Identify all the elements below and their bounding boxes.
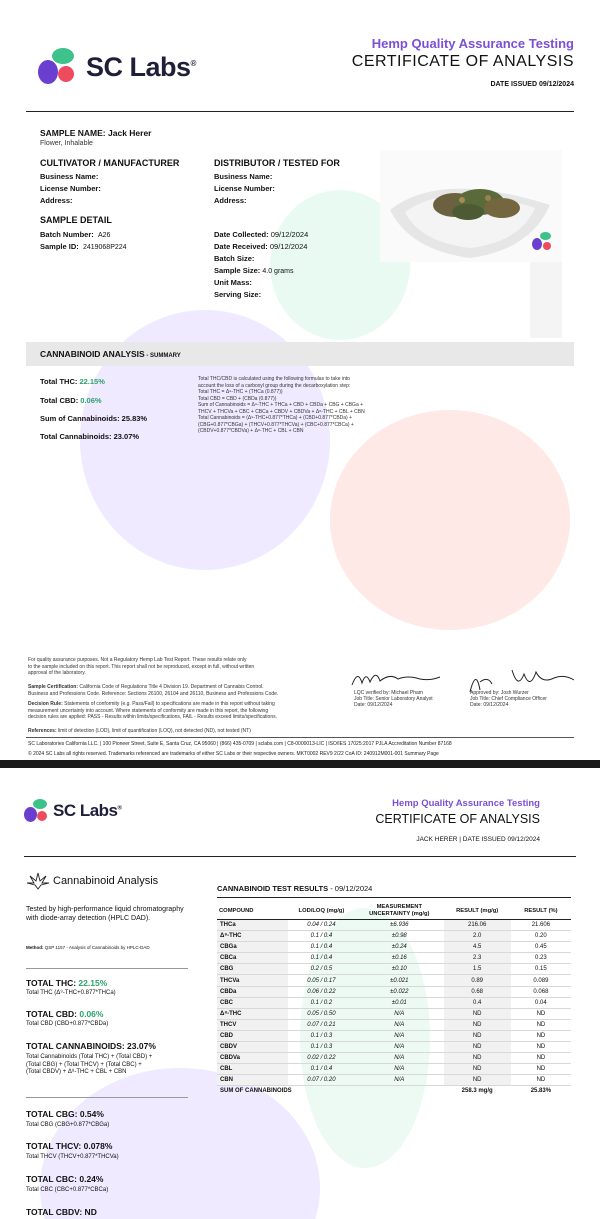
table-cell: 21.606: [511, 920, 571, 931]
formula-line: Sum of Cannabinoids = Δ⁹-THC + THCa + CBD + CBDa + CBG + CBGa +: [198, 402, 364, 408]
decision-rule: Decision Rule: Statements of conformity (e.g. Pass/Fail) to specifications are made in this report without taking measurement uncertainty into account. Where statements of conformity are made in this report, the following decision rules are applied: PASS - Results within limits/specifications, FAIL - Results exceed limits/specifications.: [28, 701, 277, 720]
cannabinoids-formula-line: (Total CBDV) + Δ⁸-THC + CBL + CBN: [26, 1069, 127, 1075]
total-cbg-formula: Total CBG (CBG+0.877*CBGa): [26, 1122, 110, 1128]
bg-blob-red: [330, 410, 570, 630]
table-cell: 0.068: [511, 986, 571, 997]
table-cell: 0.07 / 0.20: [288, 1075, 355, 1086]
total-cbd-label: TOTAL CBD: 0.06%: [26, 1009, 104, 1019]
table-cell: 0.1 / 0.4: [288, 942, 355, 953]
total-cannabinoids-label: TOTAL CANNABINOIDS: 23.07%: [26, 1041, 156, 1051]
table-cell: THCV: [217, 1019, 288, 1030]
formula-line: Total THC = Δ⁹-THC + (THCa (0.877)): [198, 389, 283, 395]
table-cell: N/A: [355, 1019, 444, 1030]
cultivator-heading: CULTIVATOR / MANUFACTURER: [40, 158, 180, 168]
table-cell: 0.04 / 0.24: [288, 920, 355, 931]
sc-labs-mini-logo-icon: [532, 232, 554, 254]
table-header-row: [217, 903, 571, 920]
table-cell: ND: [444, 1008, 511, 1019]
total-thc-summary: Total THC: 22.15%: [40, 377, 105, 386]
date-received: Date Received: 09/12/2024: [214, 242, 308, 251]
table-cell: ND: [444, 1064, 511, 1075]
header-divider: [26, 111, 574, 112]
table-cell: CBDV: [217, 1042, 288, 1053]
table-cell: 0.23: [511, 953, 571, 964]
left-divider-1: [26, 968, 188, 969]
table-row: [217, 1042, 571, 1053]
table-cell: ND: [444, 1019, 511, 1030]
table-cell: ND: [511, 1042, 571, 1053]
table-cell: ±0.16: [355, 953, 444, 964]
sample-size: Sample Size: 4.0 grams: [214, 266, 294, 275]
column-header: RESULT (mg/g): [444, 903, 511, 920]
table-row: [217, 942, 571, 953]
decision-line: Statements of conformity (e.g. Pass/Fail) to specifications are made in this report without taking: [62, 701, 275, 707]
table-row: [217, 975, 571, 986]
brand-name-2: SC Labs®: [53, 801, 122, 820]
total-cannabinoids-summary: Total Cannabinoids: 23.07%: [40, 432, 140, 441]
total-thcv-label: TOTAL THCV: 0.078%: [26, 1141, 113, 1151]
table-cell: 0.089: [511, 975, 571, 986]
certification-line: California Code of Regulations Title 4 Division 19. Department of Cannabis Control.: [78, 684, 264, 690]
sum-label: SUM OF CANNABINOIDS: [217, 1086, 444, 1097]
cultivator-license-number: License Number:: [40, 184, 101, 193]
table-cell: 0.07 / 0.21: [288, 1019, 355, 1030]
table-cell: 0.20: [511, 931, 571, 942]
table-cell: N/A: [355, 1042, 444, 1053]
table-cell: CBCa: [217, 953, 288, 964]
column-header: RESULT (%): [511, 903, 571, 920]
total-cbd-formula: Total CBD (CBD+0.877*CBDa): [26, 1021, 109, 1027]
table-cell: 0.06 / 0.22: [288, 986, 355, 997]
table-cell: ±0.01: [355, 997, 444, 1008]
report-title: CERTIFICATE OF ANALYSIS: [351, 53, 574, 70]
table-row: [217, 1053, 571, 1064]
distributor-address: Address:: [214, 196, 247, 205]
footer-copyright: © 2024 SC Labs all rights reserved. Trademarks referenced are trademarks of either SC Labs or their respective owners. MKT0002 REV9 2/22 CoA ID: 240912M001-001 Summary Page: [28, 751, 439, 757]
table-cell: 0.4: [444, 997, 511, 1008]
serving-size: Serving Size:: [214, 290, 262, 299]
unit-mass: Unit Mass:: [214, 278, 252, 287]
formula-line: (CBG+0.877*CBGa) + (THCV+0.877*THCVa) + (CBC+0.877*CBCa) +: [198, 421, 354, 428]
signer-2-verified: Approved by: Josh Wurzer: [470, 690, 529, 696]
sample-type: Flower, Inhalable: [40, 140, 93, 147]
table-cell: ND: [511, 1075, 571, 1086]
table-cell: 216.06: [444, 920, 511, 931]
sample-detail-heading: SAMPLE DETAIL: [40, 215, 112, 225]
formula-line: THCV + THCVa + CBC + CBCa + CBDV + CBDVa + Δ⁸-THC + CBL + CBN: [198, 408, 365, 415]
table-row: [217, 1075, 571, 1086]
table-cell: 0.1 / 0.4: [288, 1064, 355, 1075]
sample-id: Sample ID: 2419068P224: [40, 242, 127, 251]
table-cell: 0.1 / 0.3: [288, 1030, 355, 1041]
table-cell: CBGa: [217, 942, 288, 953]
photo-placeholder-box: [530, 262, 562, 338]
table-cell: 0.1 / 0.4: [288, 953, 355, 964]
table-cell: CBDVa: [217, 1053, 288, 1064]
table-cell: ±0.022: [355, 986, 444, 997]
total-cbc-label: TOTAL CBC: 0.24%: [26, 1174, 104, 1184]
sum-value: 258.3 mg/g: [444, 1086, 511, 1097]
report-title-2: CERTIFICATE OF ANALYSIS: [375, 812, 540, 826]
cannabinoid-analysis-title: Cannabinoid Analysis: [53, 875, 159, 887]
sample-date-info: JACK HERER | DATE ISSUED 09/12/2024: [416, 836, 540, 843]
table-cell: THCVa: [217, 975, 288, 986]
formula-line: account the loss of a carboxyl group during the decarboxylation step:: [198, 382, 351, 389]
cannabinoids-formula-line: (Total CBG) + (Total THCV) + (Total CBC) +: [26, 1061, 142, 1068]
formula-line: (CBDV+0.877*CBDVa) + Δ⁸-THC + CBL + CBN: [198, 428, 304, 434]
sum-row: [217, 1086, 571, 1097]
total-cbc-formula: Total CBC (CBC+0.877*CBCa): [26, 1187, 109, 1193]
coa-cannabinoid-page: [0, 768, 600, 1219]
table-cell: CBL: [217, 1064, 288, 1075]
table-cell: 0.1 / 0.3: [288, 1042, 355, 1053]
total-cbg-label: TOTAL CBG: 0.54%: [26, 1109, 104, 1119]
table-cell: ±6.936: [355, 920, 444, 931]
brand-name: SC Labs®: [86, 52, 196, 82]
table-cell: ND: [511, 1030, 571, 1041]
table-row: [217, 1064, 571, 1075]
distributor-license-number: License Number:: [214, 184, 275, 193]
table-cell: ND: [444, 1053, 511, 1064]
date-issued: DATE ISSUED 09/12/2024: [490, 81, 574, 88]
table-cell: CBC: [217, 997, 288, 1008]
table-cell: CBG: [217, 964, 288, 975]
table-cell: ND: [511, 1053, 571, 1064]
batch-number: Batch Number: A26: [40, 230, 111, 239]
total-cbdv-label: TOTAL CBDV: ND: [26, 1207, 97, 1217]
table-cell: THCa: [217, 920, 288, 931]
header-divider-2: [24, 856, 576, 857]
table-row: [217, 1008, 571, 1019]
formula-notes: [198, 376, 398, 435]
results-table-wrap: [217, 903, 571, 1097]
signer-2-title: Job Title: Chief Compliance Officer: [470, 696, 547, 702]
formula-line: Total Cannabinoids = (Δ⁹-THC+0.877*THCa) + (CBD+0.877*CBDa) +: [198, 415, 353, 421]
table-row: [217, 964, 571, 975]
table-cell: 0.2 / 0.5: [288, 964, 355, 975]
decision-line: decision rules are applied: PASS - Results within limits/specifications, FAIL - Results exceed limits/specifications.: [28, 714, 277, 720]
table-cell: N/A: [355, 1030, 444, 1041]
table-row: [217, 931, 571, 942]
table-cell: 2.3: [444, 953, 511, 964]
cannabis-leaf-icon: [26, 871, 50, 896]
table-cell: 0.15: [511, 964, 571, 975]
table-cell: ND: [444, 1075, 511, 1086]
cannabinoids-formula-line: Total Cannabinoids (Total THC) + (Total CBD) +: [26, 1054, 153, 1060]
cannabinoid-results-table: [217, 903, 571, 1097]
distributor-business-name: Business Name:: [214, 172, 273, 181]
total-thc-label: TOTAL THC: 22.15%: [26, 978, 108, 988]
table-cell: 2.0: [444, 931, 511, 942]
table-cell: ND: [511, 1019, 571, 1030]
left-divider-2: [26, 1097, 188, 1098]
sum-cannabinoids-summary: Sum of Cannabinoids: 25.83%: [40, 414, 148, 423]
table-cell: CBN: [217, 1075, 288, 1086]
references-note: References: limit of detection (LOD), limit of quantification (LOQ), not detected (ND), not tested (NT): [28, 728, 251, 734]
results-top-rule: [217, 897, 571, 898]
table-cell: CBD: [217, 1030, 288, 1041]
method-note: Method: QSP 1157 - Analysis of Cannabinoids by HPLC-DAD: [26, 945, 150, 950]
qa-line: For quality assurance purposes. Not a Regulatory Hemp Lab Test Report. These results relate only: [28, 657, 247, 663]
table-cell: N/A: [355, 1064, 444, 1075]
qa-disclaimer: [28, 657, 328, 677]
table-cell: 0.05 / 0.17: [288, 975, 355, 986]
qa-line: approval of the laboratory.: [28, 670, 86, 676]
table-cell: Δ⁹-THC: [217, 931, 288, 942]
sample-name: SAMPLE NAME: Jack Herer: [40, 128, 152, 138]
table-cell: ±0.24: [355, 942, 444, 953]
table-row: [217, 997, 571, 1008]
table-row: [217, 1019, 571, 1030]
sc-labs-logo-icon: [38, 48, 78, 88]
hplc-description: Tested by high-performance liquid chromatography with diode-array detection (HPLC DAD).: [26, 906, 184, 922]
table-cell: 0.1 / 0.4: [288, 931, 355, 942]
report-subtitle: Hemp Quality Assurance Testing: [371, 36, 574, 51]
formula-line: Total THC/CBD is calculated using the following formulas to take into: [198, 376, 350, 382]
table-cell: ±0.98: [355, 931, 444, 942]
table-cell: ±0.10: [355, 964, 444, 975]
table-cell: 0.1 / 0.2: [288, 997, 355, 1008]
table-cell: Δ⁸-THC: [217, 1008, 288, 1019]
batch-size: Batch Size:: [214, 254, 255, 263]
footer-address: SC Laboratories California LLC. | 100 Pioneer Street, Suite E, Santa Cruz, CA 95060 | (866) 435-0709 | sclabs.com | C8-0000013-LIC | ISO/IES 17025:2017 PJLA Accreditation Number 87168: [28, 741, 452, 747]
total-thc-formula: Total THC (Δ⁹-THC+0.877*THCa): [26, 990, 116, 996]
table-cell: 0.45: [511, 942, 571, 953]
footer-divider: [26, 737, 574, 738]
signer-1-date: Date: 09/12/2024: [354, 702, 393, 708]
distributor-heading: DISTRIBUTOR / TESTED FOR: [214, 158, 340, 168]
column-header: MEASUREMENT UNCERTAINTY (mg/g): [355, 903, 444, 920]
formula-line: Total CBD = CBD + (CBDa (0.877)): [198, 395, 277, 402]
table-cell: N/A: [355, 1053, 444, 1064]
report-subtitle-2: Hemp Quality Assurance Testing: [392, 798, 540, 809]
table-cell: 0.89: [444, 975, 511, 986]
total-cbd-summary: Total CBD: 0.06%: [40, 396, 102, 405]
table-cell: ND: [444, 1042, 511, 1053]
column-header: LOD/LOQ (mg/g): [288, 903, 355, 920]
sum-value: 25.83%: [511, 1086, 571, 1097]
total-cannabinoids-formula: [26, 1054, 152, 1077]
table-cell: 1.5: [444, 964, 511, 975]
signer-1-verified: LQC verified by: Michael Pham: [354, 690, 423, 696]
table-row: [217, 953, 571, 964]
decision-line: measurement uncertainty into account. Where statements of conformity are made in this report, the following: [28, 707, 269, 714]
table-cell: N/A: [355, 1075, 444, 1086]
signer-1-title: Job Title: Senior Laboratory Analyst: [354, 696, 433, 702]
table-cell: 0.02 / 0.22: [288, 1053, 355, 1064]
sample-certification: Sample Certification: California Code of Regulations Title 4 Division 19. Department of Cannabis Control. Business and Professions Code. Reference: Sections 26100, 26104 and 26110, Business and Professions Code.: [28, 684, 279, 697]
table-cell: N/A: [355, 1008, 444, 1019]
table-cell: CBDa: [217, 986, 288, 997]
table-row: [217, 1030, 571, 1041]
table-row: [217, 920, 571, 931]
cultivator-address: Address:: [40, 196, 73, 205]
total-thcv-formula: Total THCV (THCV+0.877*THCVa): [26, 1154, 119, 1160]
qa-line: to the sample included on this report. This report shall not be reproduced, except in full, without written: [28, 663, 255, 670]
summary-heading: CANNABINOID ANALYSIS - SUMMARY: [40, 349, 181, 359]
table-cell: ND: [511, 1064, 571, 1075]
table-cell: ±0.021: [355, 975, 444, 986]
certification-line: Business and Professions Code. Reference: Sections 26100, 26104 and 26110, Business and Professions Code.: [28, 690, 279, 697]
results-heading: CANNABINOID TEST RESULTS - 09/12/2024: [217, 884, 373, 893]
signer-2-date: Date: 09/12/2024: [470, 702, 509, 708]
cultivator-business-name: Business Name:: [40, 172, 99, 181]
date-collected: Date Collected: 09/12/2024: [214, 230, 309, 239]
table-cell: ND: [511, 1008, 571, 1019]
table-cell: 0.68: [444, 986, 511, 997]
sc-labs-logo-icon-2: [24, 799, 50, 825]
table-cell: 4.5: [444, 942, 511, 953]
table-cell: 0.05 / 0.50: [288, 1008, 355, 1019]
table-row: [217, 986, 571, 997]
table-cell: 0.04: [511, 997, 571, 1008]
table-cell: ND: [444, 1030, 511, 1041]
column-header: COMPOUND: [217, 903, 288, 920]
